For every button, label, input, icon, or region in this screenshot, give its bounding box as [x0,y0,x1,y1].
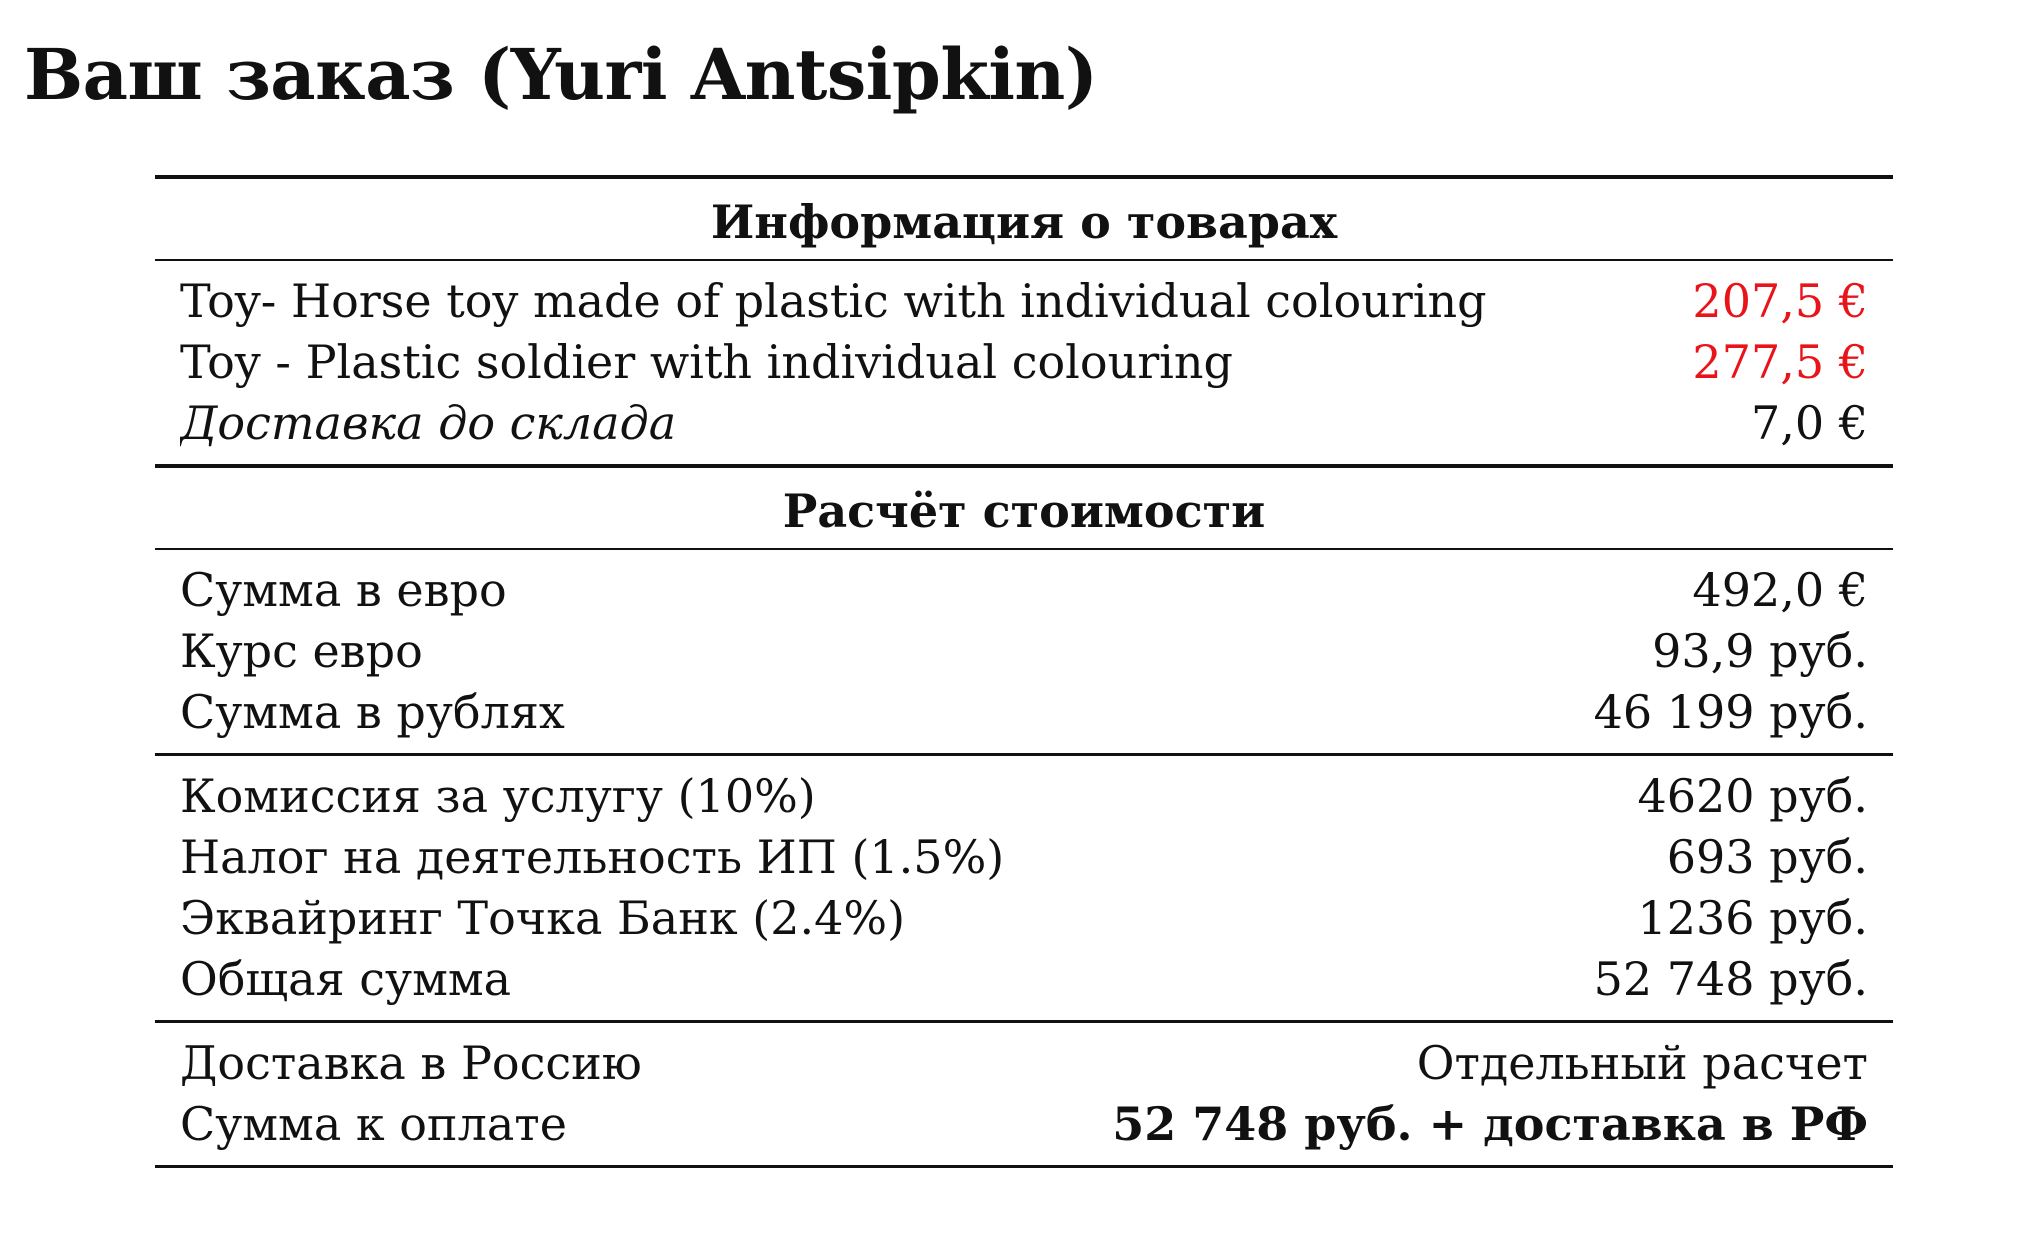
sum-eur-value: 492,0 € [1692,563,1868,617]
conversion-group [155,550,1893,753]
acquiring-row [180,888,1868,949]
product-label: Toy- Horse toy made of plastic with individual colouring [180,274,1487,328]
eur-rate-value: 93,9 руб. [1652,624,1868,678]
tax-value: 693 руб. [1666,830,1868,884]
warehouse-delivery-price: 7,0 € [1750,396,1868,450]
tax-label: Налог на деятельность ИП (1.5%) [180,830,1005,884]
sum-rub-label: Сумма в рублях [180,685,565,739]
amount-due-label: Сумма к оплате [180,1097,567,1151]
product-price: 277,5 € [1692,335,1868,389]
amount-due-value: 52 748 руб. + доставка в РФ [1112,1097,1868,1151]
order-summary-table [155,175,1893,1168]
total-value: 52 748 руб. [1593,952,1868,1006]
products-section-header: Информация о товарах [155,175,1893,261]
product-row-horse [180,271,1868,332]
sum-eur-label: Сумма в евро [180,563,507,617]
service-fee-row [180,766,1868,827]
calculation-section-header: Расчёт стоимости [155,464,1893,550]
warehouse-delivery-row [180,393,1868,454]
sum-rub-value: 46 199 руб. [1593,685,1868,739]
product-row-soldier [180,332,1868,393]
eur-rate-label: Курс евро [180,624,423,678]
russia-delivery-value: Отдельный расчет [1416,1036,1868,1090]
products-group [155,261,1893,464]
total-row [180,949,1868,1010]
sum-eur-row [180,560,1868,621]
product-price: 207,5 € [1692,274,1868,328]
page-title: Ваш заказ (Yuri Antsipkin) [24,33,1098,116]
fees-group [155,753,1893,1020]
amount-due-row [180,1094,1868,1155]
service-fee-value: 4620 руб. [1637,769,1868,823]
tax-row [180,827,1868,888]
product-label: Toy - Plastic soldier with individual colouring [180,335,1233,389]
acquiring-label: Эквайринг Точка Банк (2.4%) [180,891,906,945]
eur-rate-row [180,621,1868,682]
payment-group [155,1020,1893,1168]
acquiring-value: 1236 руб. [1637,891,1868,945]
service-fee-label: Комиссия за услугу (10%) [180,769,816,823]
total-label: Общая сумма [180,952,512,1006]
russia-delivery-row [180,1033,1868,1094]
sum-rub-row [180,682,1868,743]
warehouse-delivery-label: Доставка до склада [180,396,677,450]
russia-delivery-label: Доставка в Россию [180,1036,642,1090]
